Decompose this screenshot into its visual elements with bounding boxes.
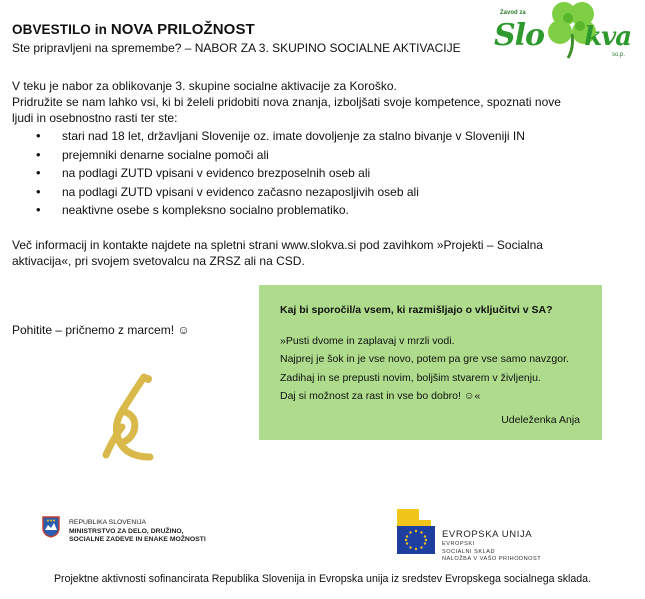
title-prefix: OBVESTILO in <box>12 22 111 37</box>
list-item: • stari nad 18 let, državljani Slovenije oz. imate dovoljenje za stalno bivanje v Sloveniji IN <box>36 127 525 146</box>
ministry-line: MINISTRSTVO ZA DELO, DRUŽINO, <box>69 527 184 535</box>
eu-title: EVROPSKA UNIJA <box>442 529 533 540</box>
list-item: • na podlagi ZUTD vpisani v evidenco brezposelnih oseb ali <box>36 164 525 183</box>
logo-wordmark <box>494 18 631 53</box>
title-main: NOVA PRILOŽNOST <box>110 21 255 38</box>
hurry-text: Pohitite – pričnemo z marcem! ☺ <box>12 323 190 337</box>
intro-line: Pridružite se nam lahko vsi, ki bi želeli pridobiti nova znanja, izboljšati svoje kompetence, spoznati nove <box>12 95 561 109</box>
ministry-text <box>69 519 206 545</box>
logo-text-left: Slo <box>494 18 545 53</box>
info-line: Več informacij in kontakte najdete na spletni strani www.slokva.si pod zavihkom »Projekti – Socialna <box>12 238 543 252</box>
esf-yellow-shape <box>397 509 419 526</box>
logo-bottom-text: so.p. <box>612 52 626 58</box>
intro-paragraph <box>12 78 612 126</box>
logo-text-right: kva <box>584 22 632 52</box>
quote-line: »Pusti dvome in zaplavaj v mrzli vodi. <box>280 335 455 347</box>
eu-sub-line: NALOŽBA V VAŠO PRIHODNOST <box>442 556 542 563</box>
eligibility-list <box>36 127 525 220</box>
eu-logo <box>395 507 585 567</box>
footer-text: Projektne aktivnosti sofinancirata Republika Slovenija in Evropska unija iz sredstev Evropskega socialnega sklada. <box>53 573 592 585</box>
ministry-line: SOCIALNE ZADEVE IN ENAKE MOŽNOSTI <box>69 536 206 544</box>
list-item: • na podlagi ZUTD vpisani v evidenco začasno nezaposljivih oseb ali <box>36 183 525 202</box>
testimonial-quote <box>280 332 569 405</box>
logo-top-text: Zavod za <box>500 10 526 16</box>
page-title <box>12 21 255 38</box>
list-item: • prejemniki denarne socialne pomoči ali <box>36 146 525 165</box>
coat-of-arms-icon <box>42 516 60 538</box>
quote-line: Zadihaj in se prepusti novim, boljšim stvarem v življenju. <box>280 371 541 384</box>
quote-line: Najprej je šok in je vse novo, potem pa gre vse samo navzgor. <box>280 353 569 366</box>
eu-sub-line: EVROPSKI <box>442 541 475 547</box>
ministry-line: REPUBLIKA SLOVENIJA <box>69 519 147 526</box>
slokva-logo <box>494 0 644 62</box>
list-item: • neaktivne osebe s kompleksno socialno problematiko. <box>36 201 525 220</box>
page-subtitle: Ste pripravljeni na spremembe? – NABOR ZA 3. SKUPINO SOCIALNE AKTIVACIJE <box>12 41 461 55</box>
info-paragraph <box>12 237 622 269</box>
eu-flag-icon <box>397 526 435 554</box>
eu-sub-line: SOCIALNI SKLAD <box>442 548 496 555</box>
testimonial-question: Kaj bi sporočil/a vsem, ki razmišljajo o vključitvi v SA? <box>280 304 553 316</box>
info-line: aktivacija«, pri svojem svetovalcu na ZRSZ ali na CSD. <box>12 254 305 268</box>
testimonial-signature: Udeleženka Anja <box>501 414 580 426</box>
eu-subtitle <box>442 541 541 564</box>
intro-line: V teku je nabor za oblikovanje 3. skupine socialne aktivacije za Koroško. <box>12 79 397 93</box>
testimonial-box <box>259 285 602 440</box>
intro-line: ljudi in osebnostno rasti ter ste: <box>12 111 178 125</box>
quote-line: Daj si možnost za rast in vse bo dobro! ☺« <box>280 389 481 402</box>
kangaroo-logo-icon <box>92 371 164 465</box>
